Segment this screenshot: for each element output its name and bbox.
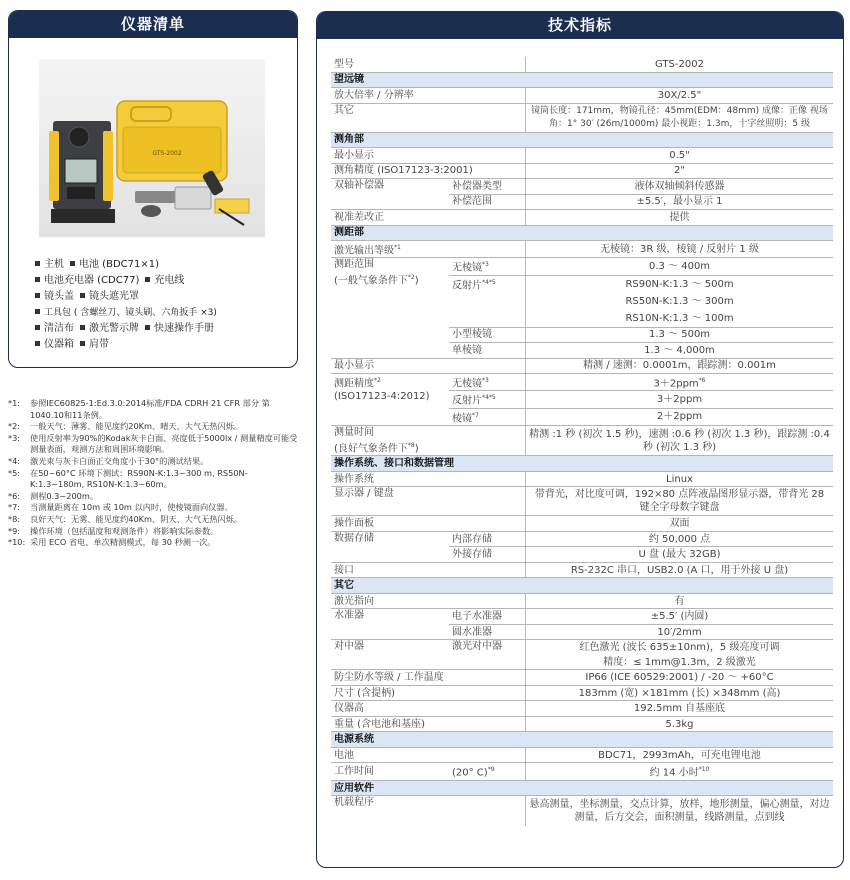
- equipment-row: [35, 305, 295, 321]
- equipment-row: [35, 257, 295, 273]
- table-row: 激光输出等级$^{*1}$ 无棱镜：3R 级，棱镜 / 反射片 1 级: [331, 241, 833, 258]
- equipment-item: 快速操作手册: [154, 323, 214, 334]
- equipment-item: 工具包 ( 含螺丝刀、镜头刷、六角扳手 ×3): [44, 308, 217, 318]
- table-row: 机载程序 悬高测量，坐标测量，交点计算，放样，地形测量，偏心测量，对边测量，后方交会，面积测量，线路测量，点到线: [331, 796, 833, 827]
- total-station-kit-illustration: [39, 59, 265, 237]
- equipment-row: [35, 289, 295, 305]
- equipment-list-panel: [8, 10, 298, 368]
- equipment-list-title: 仪器清单: [9, 11, 297, 38]
- equipment-item: 电池 (BDC71×1): [79, 259, 159, 270]
- table-row: 型号 GTS-2002: [331, 57, 833, 72]
- footnote: *4: 激光束与灰卡白面正交角度小于30°的测试结果。: [8, 455, 209, 466]
- table-row: 显示器 / 键盘 带背光，对比度可调，192×80 点阵液晶图形显示器，带背光 28 键全字母数字键盘: [331, 487, 833, 516]
- equipment-items: [35, 257, 295, 353]
- table-row: 电池 BDC71，2993mAh，可充电锂电池: [331, 747, 833, 763]
- equipment-item: 镜头盖: [44, 291, 74, 302]
- instrument-photo: [39, 59, 265, 237]
- section-row: 操作系统、接口和数据管理: [331, 456, 833, 472]
- table-row: 双轴补偿器 补偿器类型 液体双轴倾斜传感器: [331, 179, 833, 195]
- footnote: *3: 使用反射率为90%的Kodak灰卡白面、亮度低于5000lx / 测量精度可能受测量表面，观测方法和周围环境影响。: [8, 432, 298, 455]
- footnotes: [8, 398, 298, 549]
- table-row: 对中器 激光对中器 红色激光 (波长 635±10nm)，5 级亮度可调: [331, 640, 833, 655]
- table-row: 尺寸 (含提柄) 183mm (宽) ×181mm (长) ×348mm (高): [331, 685, 833, 701]
- table-row: 最小显示 0.5": [331, 148, 833, 164]
- table-row: 测角精度 (ISO17123-3:2001) 2": [331, 163, 833, 179]
- table-row: 数据存储 内部存储 约 50,000 点: [331, 531, 833, 547]
- table-row: 操作系统 Linux: [331, 471, 833, 487]
- table-row: 反射片$^{*4*5}$ RS90N-K:1.3 ～ 500m: [331, 275, 833, 293]
- equipment-item: 镜头遮光罩: [89, 291, 139, 302]
- table-row: 补偿范围 ±5.5′，最小显示 1: [331, 194, 833, 210]
- table-row: 最小显示 精测 / 速测：0.0001m，跟踪测：0.001m: [331, 358, 833, 374]
- equipment-row: [35, 337, 295, 353]
- footnote: *2: 一般天气：薄雾、能见度约20Km、晴天、大气无热闪烁。: [8, 421, 243, 432]
- section-row: 其它: [331, 578, 833, 594]
- equipment-item: 主机: [44, 259, 64, 270]
- table-row: 反射片$^{*4*5}$ 3＋2ppm: [331, 391, 833, 408]
- equipment-item: 仪器箱: [44, 339, 74, 350]
- table-row: 单棱镜 1.3 ～ 4,000m: [331, 343, 833, 359]
- table-row: 测量时间 (良好气象条件下$^{*8}$) 精测 :1 秒 (初次 1.5 秒)，速测 :0.6 秒 (初次 1.3 秒)，跟踪测 :0.4 秒 (初次 1.3 秒): [331, 426, 833, 456]
- table-row: 其它 镜筒长度：171mm，物镜孔径：45mm(EDM：48mm) 成像：正像 视场角：1° 30′ (26m/1000m) 最小视距：1.3m，十字丝照明：5 级: [331, 103, 833, 132]
- table-row: 精度：≤ 1mm@1.3m，2 级激光: [331, 655, 833, 670]
- table-row: 操作面板 双面: [331, 516, 833, 532]
- equipment-item: 激光警示牌: [89, 323, 139, 334]
- footnote: *1: 参照IEC60825-1:Ed.3.0:2014标准/FDA CDRH 21 CFR 部分 第 1040.10和11条例。: [8, 398, 270, 420]
- equipment-item: 电池充电器 (CDC77): [44, 275, 140, 286]
- table-row: 防尘防水等级 / 工作温度 IP66 (ICE 60529:2001) / -20 ～ +60°C: [331, 670, 833, 686]
- spec-table: [331, 57, 833, 826]
- equipment-item: 清洁布: [44, 323, 74, 334]
- section-row: 望远镜: [331, 72, 833, 88]
- equipment-row: [35, 321, 295, 337]
- footnote: *9: 操作环境（包括温度和观测条件）将影响实际参数。: [8, 525, 219, 536]
- spec-title: 技术指标: [317, 12, 843, 39]
- section-row: 测角部: [331, 132, 833, 148]
- table-row: 水准器 电子水准器 ±5.5′ (内圆): [331, 609, 833, 625]
- table-row: 测距范围 (一般气象条件下$^{*2}$) 无棱镜$^{*3}$ 0.3 ～ 400m: [331, 258, 833, 275]
- table-row: RS10N-K:1.3 ～ 100m: [331, 310, 833, 328]
- table-row: 小型棱镜 1.3 ～ 500m: [331, 327, 833, 343]
- section-row: 测距部: [331, 225, 833, 241]
- equipment-item: 肩带: [89, 339, 109, 350]
- table-row: 重量 (含电池和基座) 5.3kg: [331, 716, 833, 732]
- section-row: 应用软件: [331, 780, 833, 796]
- footnote: *6: 测程0.3~200m。: [8, 490, 99, 501]
- table-row: 外接存储 U 盘 (最大 32GB): [331, 547, 833, 563]
- equipment-item: 充电线: [154, 275, 185, 286]
- equipment-row: [35, 273, 295, 289]
- table-row: 视准差改正 提供: [331, 210, 833, 226]
- table-row: 测距精度$^{*2}$ (ISO17123-4:2012) 无棱镜$^{*3}$ 3＋2ppm$^{*6}$: [331, 374, 833, 391]
- table-row: 棱镜$^{*7}$ 2＋2ppm: [331, 408, 833, 425]
- footnote: *7: 当测量距离在 10m 或 10m 以内时，使棱镜面向仪器。: [8, 502, 233, 513]
- table-row: 接口 RS-232C 串口，USB2.0 (A 口，用于外接 U 盘): [331, 562, 833, 578]
- footnote: *10: 采用 ECO 省电、单次精测模式，每 30 秒测一次。: [8, 537, 216, 548]
- case-label: GTS-2002: [152, 150, 182, 157]
- table-row: 工作时间 (20° C)$^{*9}$ 约 14 小时$^{*10}$: [331, 763, 833, 780]
- spec-panel: [316, 11, 844, 868]
- table-row: 圆水准器 10′/2mm: [331, 624, 833, 640]
- footnote: *8: 良好天气：无雾、能见度约40Km、阴天、大气无热闪烁。: [8, 513, 243, 524]
- table-row: 仪器高 192.5mm 自基座底: [331, 701, 833, 717]
- footnote: *5: 在50~60°C 环境下测试：RS90N-K:1.3~300 m, RS50N-K:1.3~180m, RS10N-K:1.3~60m。: [8, 467, 248, 490]
- table-row: 放大倍率 / 分辨率 30X/2.5": [331, 88, 833, 104]
- table-row: RS50N-K:1.3 ～ 300m: [331, 293, 833, 310]
- section-row: 电源系统: [331, 732, 833, 748]
- table-row: 激光指向 有: [331, 593, 833, 609]
